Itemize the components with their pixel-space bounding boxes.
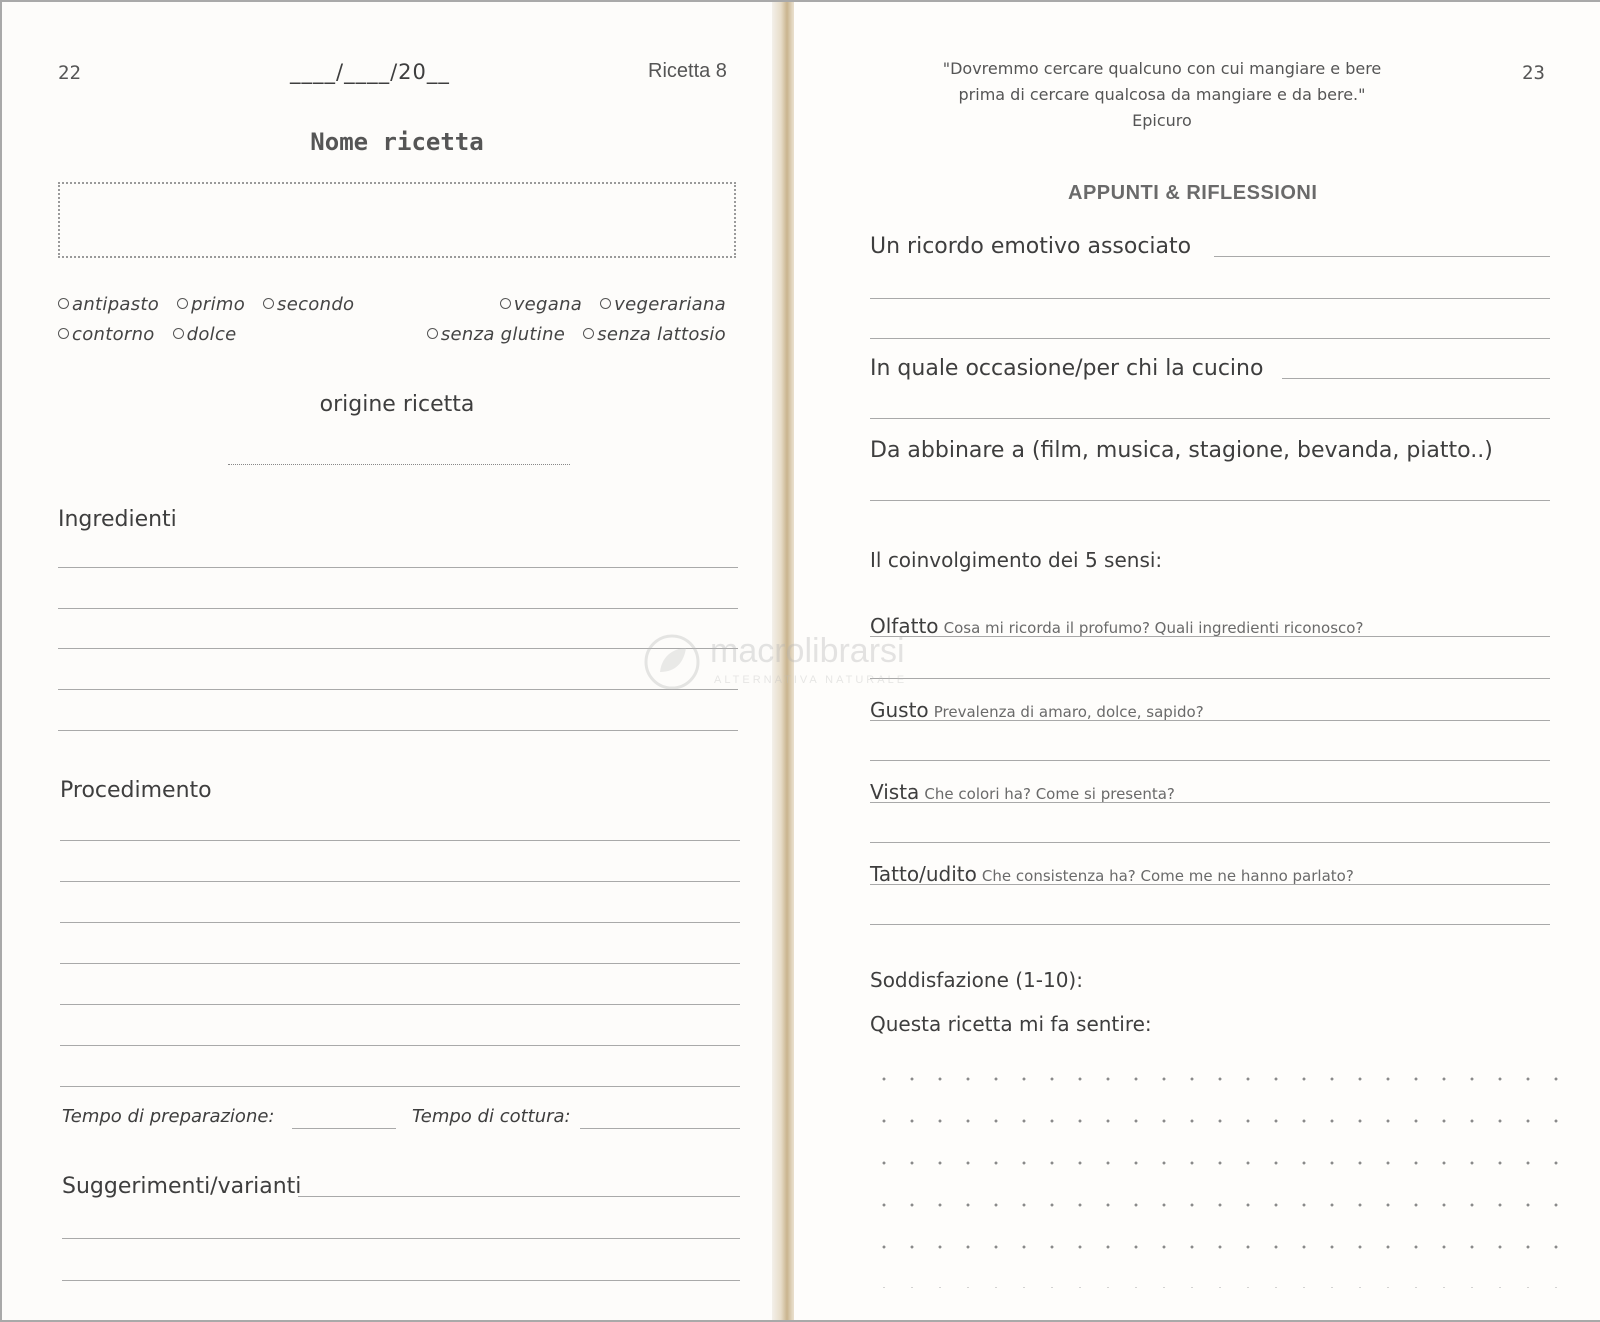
diet-options-row1: [500, 294, 726, 315]
sense-tatto-udito: [870, 862, 1354, 886]
checkbox-icon: [600, 298, 611, 309]
procedure-line[interactable]: [60, 881, 740, 882]
prep-time-line[interactable]: [292, 1128, 396, 1129]
left-page-number: 22: [58, 62, 81, 84]
checkbox-icon: [58, 298, 69, 309]
occasion-line[interactable]: [870, 418, 1550, 419]
checkbox-icon: [583, 328, 594, 339]
ingredients-line[interactable]: [58, 730, 738, 731]
sense-hint: Che consistenza ha? Come me ne hanno parlato?: [981, 867, 1354, 885]
sense-line[interactable]: [870, 802, 1550, 803]
option-senza-lattosio[interactable]: senza lattosio: [583, 324, 726, 345]
sense-name: Vista: [870, 780, 920, 804]
prep-time-label: Tempo di preparazione:: [62, 1106, 275, 1127]
category-options-row1: [58, 294, 366, 315]
sense-gusto: [870, 698, 1204, 722]
quote-line-2: prima di cercare qualcosa da mangiare e da bere.": [958, 85, 1366, 104]
suggestions-label: Suggerimenti/varianti: [62, 1174, 302, 1199]
epigraph-quote: [902, 56, 1422, 134]
memory-line[interactable]: [1214, 256, 1550, 257]
sense-olfatto: [870, 614, 1363, 638]
sense-line[interactable]: [870, 636, 1550, 637]
left-page: [2, 2, 782, 1320]
watermark-tagline: ALTERNATIVA NATURALE: [714, 674, 908, 686]
procedure-line[interactable]: [60, 922, 740, 923]
sense-line[interactable]: [870, 884, 1550, 885]
sense-line[interactable]: [870, 842, 1550, 843]
feeling-dot-grid[interactable]: [870, 1058, 1558, 1288]
procedure-label: Procedimento: [60, 778, 212, 803]
suggestions-line[interactable]: [62, 1280, 740, 1281]
option-vegana[interactable]: vegana: [500, 294, 582, 315]
recipe-name-title: Nome ricetta: [310, 128, 484, 156]
feeling-label: Questa ricetta mi fa sentire:: [870, 1012, 1152, 1036]
checkbox-icon: [58, 328, 69, 339]
quote-line-1: "Dovremmo cercare qualcuno con cui mangiare e bere: [942, 59, 1382, 78]
sense-hint: Che colori ha? Come si presenta?: [924, 785, 1175, 803]
section-title: APPUNTI & RIFLESSIONI: [1068, 182, 1318, 204]
date-field[interactable]: ____/____/20__: [290, 60, 450, 84]
recipe-name-box[interactable]: [58, 182, 736, 258]
satisfaction-label: Soddisfazione (1-10):: [870, 968, 1083, 992]
memory-line[interactable]: [870, 338, 1550, 339]
sense-name: Tatto/udito: [870, 862, 977, 886]
option-dolce[interactable]: dolce: [173, 324, 237, 345]
occasion-label: In quale occasione/per chi la cucino: [870, 356, 1264, 381]
suggestions-line[interactable]: [298, 1196, 740, 1197]
sense-hint: Prevalenza di amaro, dolce, sapido?: [933, 703, 1204, 721]
suggestions-line[interactable]: [62, 1238, 740, 1239]
sense-line[interactable]: [870, 678, 1550, 679]
sense-line[interactable]: [870, 924, 1550, 925]
senses-label: Il coinvolgimento dei 5 sensi:: [870, 548, 1163, 572]
quote-author: Epicuro: [1132, 111, 1192, 130]
procedure-line[interactable]: [60, 1086, 740, 1087]
cook-time-line[interactable]: [580, 1128, 740, 1129]
origin-label: origine ricetta: [319, 392, 475, 417]
watermark-brand: macrolibrarsi: [710, 632, 905, 670]
memory-label: Un ricordo emotivo associato: [870, 234, 1192, 259]
sense-line[interactable]: [870, 760, 1550, 761]
sense-name: Olfatto: [870, 614, 939, 638]
sense-line[interactable]: [870, 720, 1550, 721]
category-options-row2: [58, 324, 249, 345]
recipe-number: Ricetta 8: [648, 60, 727, 82]
memory-line[interactable]: [870, 298, 1550, 299]
diet-options-row2: [427, 324, 726, 345]
pairing-label: Da abbinare a (film, musica, stagione, bevanda, piatto..): [870, 438, 1493, 463]
ingredients-line[interactable]: [58, 608, 738, 609]
option-contorno[interactable]: contorno: [58, 324, 155, 345]
option-vegetariana[interactable]: vegerariana: [600, 294, 726, 315]
cook-time-label: Tempo di cottura:: [412, 1106, 571, 1127]
sense-hint: Cosa mi ricorda il profumo? Quali ingredienti riconosco?: [943, 619, 1364, 637]
option-primo[interactable]: primo: [177, 294, 245, 315]
checkbox-icon: [177, 298, 188, 309]
checkbox-icon: [173, 328, 184, 339]
checkbox-icon: [427, 328, 438, 339]
procedure-line[interactable]: [60, 840, 740, 841]
ingredients-line[interactable]: [58, 567, 738, 568]
occasion-line[interactable]: [1282, 378, 1550, 379]
right-page-number: 23: [1522, 62, 1545, 84]
option-antipasto[interactable]: antipasto: [58, 294, 159, 315]
option-senza-glutine[interactable]: senza glutine: [427, 324, 565, 345]
ingredients-line[interactable]: [58, 689, 738, 690]
pairing-line[interactable]: [870, 500, 1550, 501]
origin-line[interactable]: [228, 464, 570, 465]
sense-name: Gusto: [870, 698, 929, 722]
ingredients-label: Ingredienti: [58, 507, 177, 532]
procedure-line[interactable]: [60, 963, 740, 964]
option-secondo[interactable]: secondo: [263, 294, 354, 315]
procedure-line[interactable]: [60, 1045, 740, 1046]
sense-vista: [870, 780, 1175, 804]
checkbox-icon: [500, 298, 511, 309]
checkbox-icon: [263, 298, 274, 309]
ingredients-line[interactable]: [58, 648, 738, 649]
procedure-line[interactable]: [60, 1004, 740, 1005]
